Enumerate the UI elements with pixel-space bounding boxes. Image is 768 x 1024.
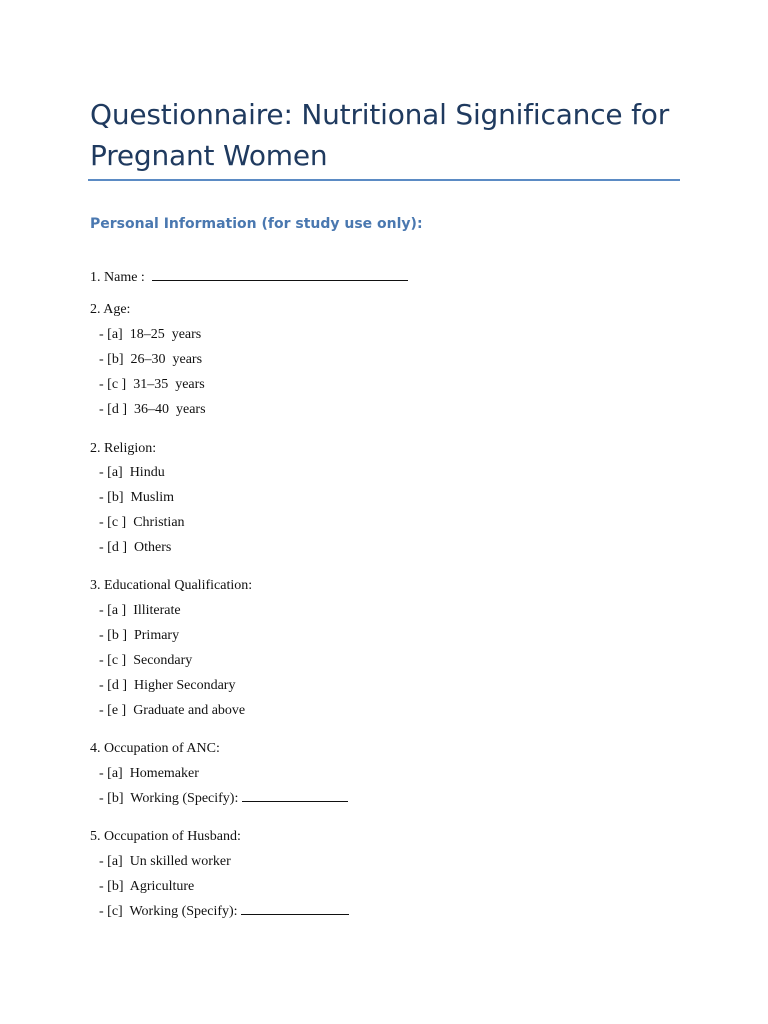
name-blank-field[interactable] xyxy=(152,268,408,281)
option-label: - [b] Working (Specify): xyxy=(99,791,239,806)
question-age: 2. Age: xyxy=(90,302,131,317)
title-divider xyxy=(88,179,680,181)
option-occupation-husband-b[interactable]: - [b] Agriculture xyxy=(99,879,195,894)
question-religion: 2. Religion: xyxy=(90,441,157,456)
option-age-a[interactable]: - [a] 18–25 years xyxy=(99,327,202,342)
option-education-a[interactable]: - [a ] Illiterate xyxy=(99,603,181,618)
option-religion-b[interactable]: - [b] Muslim xyxy=(99,490,175,505)
option-occupation-anc-b[interactable] xyxy=(99,789,348,809)
document-title: Questionnaire: Nutritional Significance for Pregnant Women xyxy=(90,98,670,172)
option-occupation-husband-a[interactable]: - [a] Un skilled worker xyxy=(99,854,231,869)
option-occupation-husband-c[interactable] xyxy=(99,902,349,922)
option-education-e[interactable]: - [e ] Graduate and above xyxy=(99,703,246,718)
option-age-d[interactable]: - [d ] 36–40 years xyxy=(99,402,206,417)
option-education-d[interactable]: - [d ] Higher Secondary xyxy=(99,678,236,693)
option-age-c[interactable]: - [c ] 31–35 years xyxy=(99,377,205,392)
question-occupation-anc: 4. Occupation of ANC: xyxy=(90,741,220,756)
option-occupation-anc-a[interactable]: - [a] Homemaker xyxy=(99,766,199,781)
option-religion-a[interactable]: - [a] Hindu xyxy=(99,465,165,480)
option-religion-d[interactable]: - [d ] Others xyxy=(99,540,172,555)
option-education-b[interactable]: - [b ] Primary xyxy=(99,628,180,643)
section-heading: Personal Information (for study use only): xyxy=(90,216,423,232)
option-label: - [c] Working (Specify): xyxy=(99,904,238,919)
occupation-husband-specify-field[interactable] xyxy=(241,902,349,915)
question-name xyxy=(90,268,408,288)
occupation-anc-specify-field[interactable] xyxy=(242,789,348,802)
option-education-c[interactable]: - [c ] Secondary xyxy=(99,653,193,668)
question-education: 3. Educational Qualification: xyxy=(90,578,253,593)
question-label: 1. Name : xyxy=(90,270,145,285)
option-religion-c[interactable]: - [c ] Christian xyxy=(99,515,185,530)
question-occupation-husband: 5. Occupation of Husband: xyxy=(90,829,241,844)
option-age-b[interactable]: - [b] 26–30 years xyxy=(99,352,203,367)
